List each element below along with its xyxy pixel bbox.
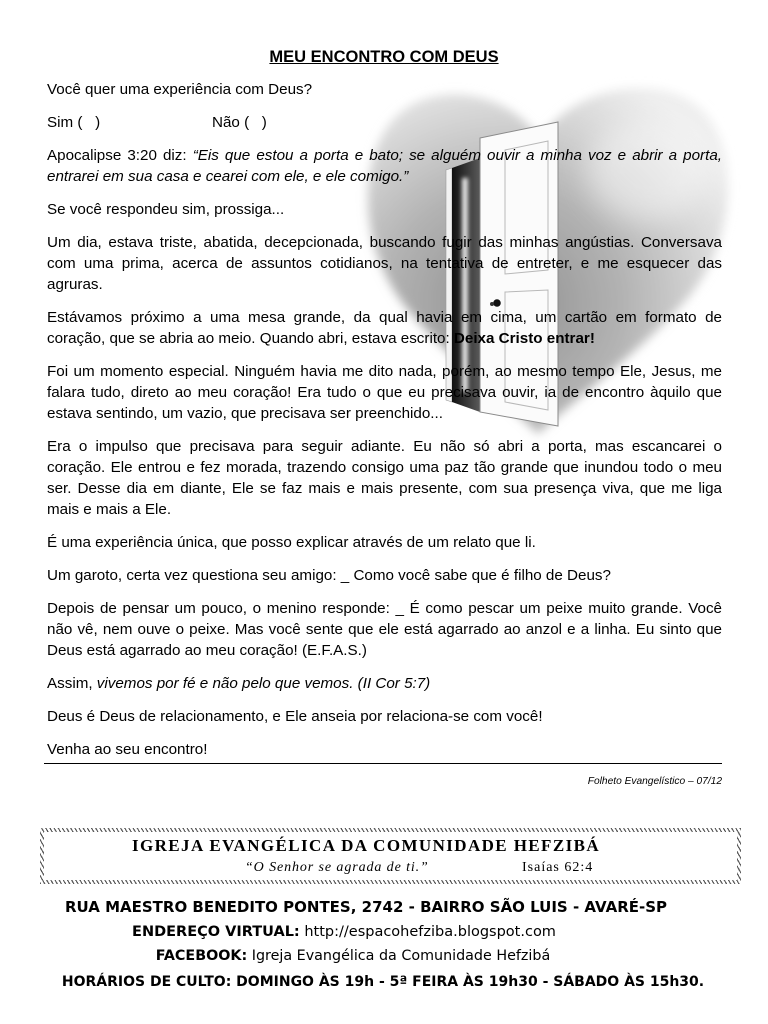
text-line bbox=[47, 166, 722, 187]
church-address: RUA MAESTRO BENEDITO PONTES, 2742 - BAIRRO SÃO LUIS - AVARÉ-SP bbox=[64, 898, 668, 916]
church-motto: “O Senhor se agrada de ti.” bbox=[245, 860, 429, 875]
text-segment: É uma experiência única, que posso explicar através de um relato que li. bbox=[47, 534, 536, 551]
answer-choices bbox=[47, 112, 722, 133]
text-segment: Era o impulso que precisava para seguir adiante. Eu não só abri a porta, mas escancarei o bbox=[47, 438, 722, 455]
text-segment: Deus está agarrado ao meu coração! (E.F.A.S.) bbox=[47, 642, 367, 659]
text-line bbox=[47, 145, 722, 166]
text-segment: Um dia, estava triste, abatida, decepcionada, buscando fugir das minhas angústias. Conversava bbox=[47, 234, 722, 251]
text-line bbox=[47, 673, 722, 694]
web-label: ENDEREÇO VIRTUAL: bbox=[132, 924, 300, 940]
service-schedule: HORÁRIOS DE CULTO: DOMINGO ÀS 19h - 5ª FEIRA ÀS 19h30 - SÁBADO ÀS 15h30. bbox=[61, 974, 705, 990]
text-line bbox=[47, 382, 722, 403]
choice-no: Não ( ) bbox=[212, 114, 267, 131]
web-url: http://espacohefziba.blogspot.com bbox=[304, 924, 556, 940]
text-line bbox=[47, 598, 722, 619]
text-segment: Se você respondeu sim, prossiga... bbox=[47, 201, 285, 218]
paragraph-8 bbox=[47, 565, 722, 586]
text-segment: Um garoto, certa vez questiona seu amigo: _ Como você sabe que é filho de Deus? bbox=[47, 567, 611, 584]
text-line bbox=[47, 532, 722, 553]
text-line bbox=[47, 307, 722, 328]
text-line bbox=[47, 361, 722, 382]
text-line bbox=[47, 199, 722, 220]
text-segment: Foi um momento especial. Ninguém havia me dito nada, porém, ao mesmo tempo Ele, Jesus, me bbox=[47, 363, 722, 380]
text-line bbox=[47, 232, 722, 253]
paragraph-9 bbox=[47, 598, 722, 661]
text-line bbox=[47, 274, 722, 295]
text-line bbox=[47, 436, 722, 457]
text-segment: com uma prima, acerca de assuntos cotidianos, na tentativa de entreter, e me esquecer das bbox=[47, 255, 722, 272]
paragraph-7 bbox=[47, 532, 722, 553]
church-banner-inner bbox=[44, 832, 737, 880]
text-line bbox=[47, 253, 722, 274]
italic-text: “Eis que estou a porta e bato; se alguém ouvir a minha voz e abrir a porta, bbox=[192, 147, 722, 164]
facebook-label: FACEBOOK: bbox=[155, 948, 248, 964]
choice-yes: Sim ( ) bbox=[47, 114, 101, 131]
paragraph-5 bbox=[47, 361, 722, 424]
paragraph-12 bbox=[47, 739, 722, 760]
text-line bbox=[47, 619, 722, 640]
text-line bbox=[47, 457, 722, 478]
text-segment: coração. Ele entrou e fez morada, trazendo consigo uma paz tão grande que inundou todo o meu bbox=[47, 459, 722, 476]
church-banner bbox=[40, 828, 741, 884]
paragraph-2 bbox=[47, 199, 722, 220]
leaflet-note: Folheto Evangelístico – 07/12 bbox=[587, 776, 722, 787]
text-segment: agruras. bbox=[47, 276, 103, 293]
italic-text: vivemos por fé e não pelo que vemos. (II Cor 5:7) bbox=[96, 675, 431, 692]
paragraph-6 bbox=[47, 436, 722, 520]
text-line bbox=[47, 403, 722, 424]
leaflet-body bbox=[47, 79, 722, 772]
text-segment: mais e mais a Ele. bbox=[47, 501, 172, 518]
text-segment: Assim, bbox=[47, 675, 97, 692]
text-segment: Depois de pensar um pouco, o menino responde: _ É como pescar um peixe muito grande. Você bbox=[47, 600, 722, 617]
intro-question: Você quer uma experiência com Deus? bbox=[47, 81, 313, 98]
paragraph-4 bbox=[47, 307, 722, 349]
paragraph-1 bbox=[47, 145, 722, 187]
text-segment: Apocalipse 3:20 diz: bbox=[47, 147, 193, 164]
text-line bbox=[47, 640, 722, 661]
facebook-info bbox=[156, 947, 551, 965]
text-line bbox=[47, 739, 722, 760]
paragraph-10 bbox=[47, 673, 722, 694]
text-segment: Deus é Deus de relacionamento, e Ele anseia por relaciona-se com você! bbox=[47, 708, 543, 725]
church-name: IGREJA EVANGÉLICA DA COMUNIDADE HEFZIBÁ bbox=[131, 836, 601, 855]
text-line bbox=[47, 328, 722, 349]
motto-reference: Isaías 62:4 bbox=[522, 860, 594, 875]
paragraphs bbox=[47, 145, 722, 760]
page-title: MEU ENCONTRO COM DEUS bbox=[269, 48, 499, 66]
text-line bbox=[47, 499, 722, 520]
text-segment: estava sentindo, um vazio, que precisava ser preenchido... bbox=[47, 405, 443, 422]
text-segment: não vê, nem ouve o peixe. Mas você sente que ele está agarrado ao anzol e a linha. Eu sinto que bbox=[47, 621, 722, 638]
text-line bbox=[47, 706, 722, 727]
paragraph-11 bbox=[47, 706, 722, 727]
text-segment: coração, que se abria ao meio. Quando abri, estava escrito: bbox=[47, 330, 454, 347]
italic-text: entrarei em sua casa e cearei com ele, e ele comigo.” bbox=[47, 168, 409, 185]
bold-text: Deixa Cristo entrar! bbox=[453, 330, 595, 347]
text-segment: falara tudo, direto ao meu coração! Era tudo o que eu precisava ouvir, ia de encontro àquilo que bbox=[47, 384, 722, 401]
paragraph-3 bbox=[47, 232, 722, 295]
text-segment: Estávamos próximo a uma mesa grande, da qual havia em cima, um cartão em formato de bbox=[47, 309, 722, 326]
text-line bbox=[47, 478, 722, 499]
web-address bbox=[132, 923, 556, 941]
text-segment: Venha ao seu encontro! bbox=[47, 741, 208, 758]
text-segment: ser. Desse dia em diante, Ele se faz mais e mais presente, com sua presença viva, que me liga bbox=[47, 480, 722, 497]
facebook-name: Igreja Evangélica da Comunidade Hefzibá bbox=[251, 948, 551, 964]
text-line bbox=[47, 565, 722, 586]
